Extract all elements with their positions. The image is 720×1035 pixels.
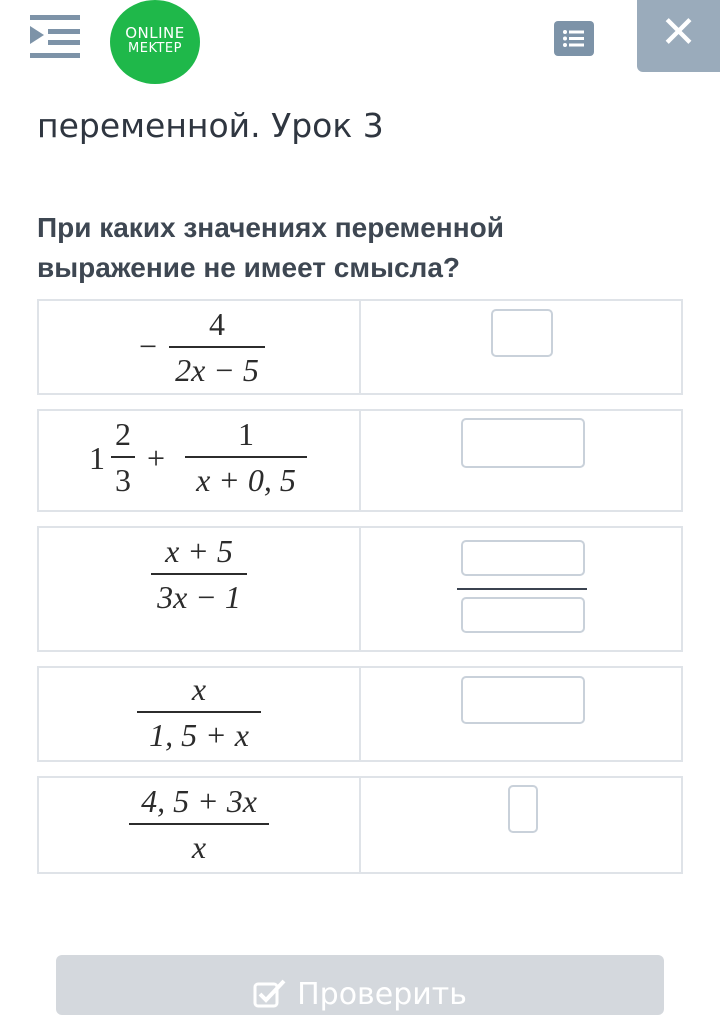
fraction <box>129 782 269 866</box>
task-row <box>37 299 683 395</box>
task-row <box>37 776 683 874</box>
answer-cell <box>361 778 681 872</box>
expression-cell <box>39 778 359 872</box>
whole-part: 1 <box>89 440 105 476</box>
check-button[interactable] <box>56 955 664 1015</box>
menu-indent-icon[interactable] <box>30 15 82 63</box>
expression-cell <box>39 668 359 760</box>
close-icon: ✕ <box>660 7 697 58</box>
answer-fraction-bar <box>457 588 587 590</box>
logo-text-line1: ONLINE <box>125 24 185 42</box>
denominator: 2x − 5 <box>175 352 259 388</box>
fraction-bar <box>111 456 135 458</box>
checkbox-icon <box>253 978 287 1008</box>
answer-input[interactable] <box>491 309 553 357</box>
denominator: 3 <box>115 462 131 498</box>
denominator: x + 0, 5 <box>196 462 296 498</box>
answer-input[interactable] <box>461 418 585 468</box>
denominator: x <box>191 829 207 865</box>
answer-cell <box>361 411 681 510</box>
numerator: 4, 5 + 3x <box>141 783 257 819</box>
answer-cell <box>361 528 681 650</box>
numerator: x <box>191 671 207 707</box>
question-text: При каких значениях переменной выражение не имеет смысла? <box>37 212 504 283</box>
list-icon <box>554 21 594 56</box>
answer-denominator-input[interactable] <box>461 597 585 633</box>
task-row <box>37 526 683 652</box>
answer-numerator-input[interactable] <box>461 540 585 576</box>
numerator: 1 <box>238 416 254 452</box>
expression-cell <box>39 411 359 510</box>
fraction-bar <box>151 573 247 575</box>
fraction <box>169 305 265 389</box>
answer-input[interactable] <box>461 676 585 724</box>
fraction-bar <box>169 346 265 348</box>
fraction-bar <box>137 711 261 713</box>
task-list-button[interactable] <box>554 21 594 56</box>
task-row <box>37 666 683 762</box>
top-bar <box>0 0 720 80</box>
denominator: 3x − 1 <box>157 579 241 615</box>
numerator: 4 <box>209 306 225 342</box>
expression-cell <box>39 301 359 393</box>
fraction-bar <box>129 823 269 825</box>
lesson-title: переменной. Урок 3 <box>37 106 384 145</box>
denominator: 1, 5 + x <box>149 717 249 753</box>
fraction-bar <box>185 456 307 458</box>
close-button[interactable] <box>637 0 720 72</box>
task-row <box>37 409 683 512</box>
logo-text-line2: MEKTEP <box>128 41 182 56</box>
check-button-label: Проверить <box>297 977 467 1012</box>
fraction <box>137 670 261 754</box>
minus-sign: − <box>139 328 158 364</box>
mixed-fraction <box>111 415 135 499</box>
numerator: 2 <box>115 416 131 452</box>
answer-input[interactable] <box>508 785 538 833</box>
fraction <box>151 532 247 616</box>
online-mektep-logo[interactable] <box>110 0 200 84</box>
fraction <box>185 415 307 499</box>
answer-cell <box>361 301 681 393</box>
plus-sign: + <box>147 440 166 476</box>
expression-cell <box>39 528 359 650</box>
numerator: x + 5 <box>165 533 233 569</box>
answer-cell <box>361 668 681 760</box>
